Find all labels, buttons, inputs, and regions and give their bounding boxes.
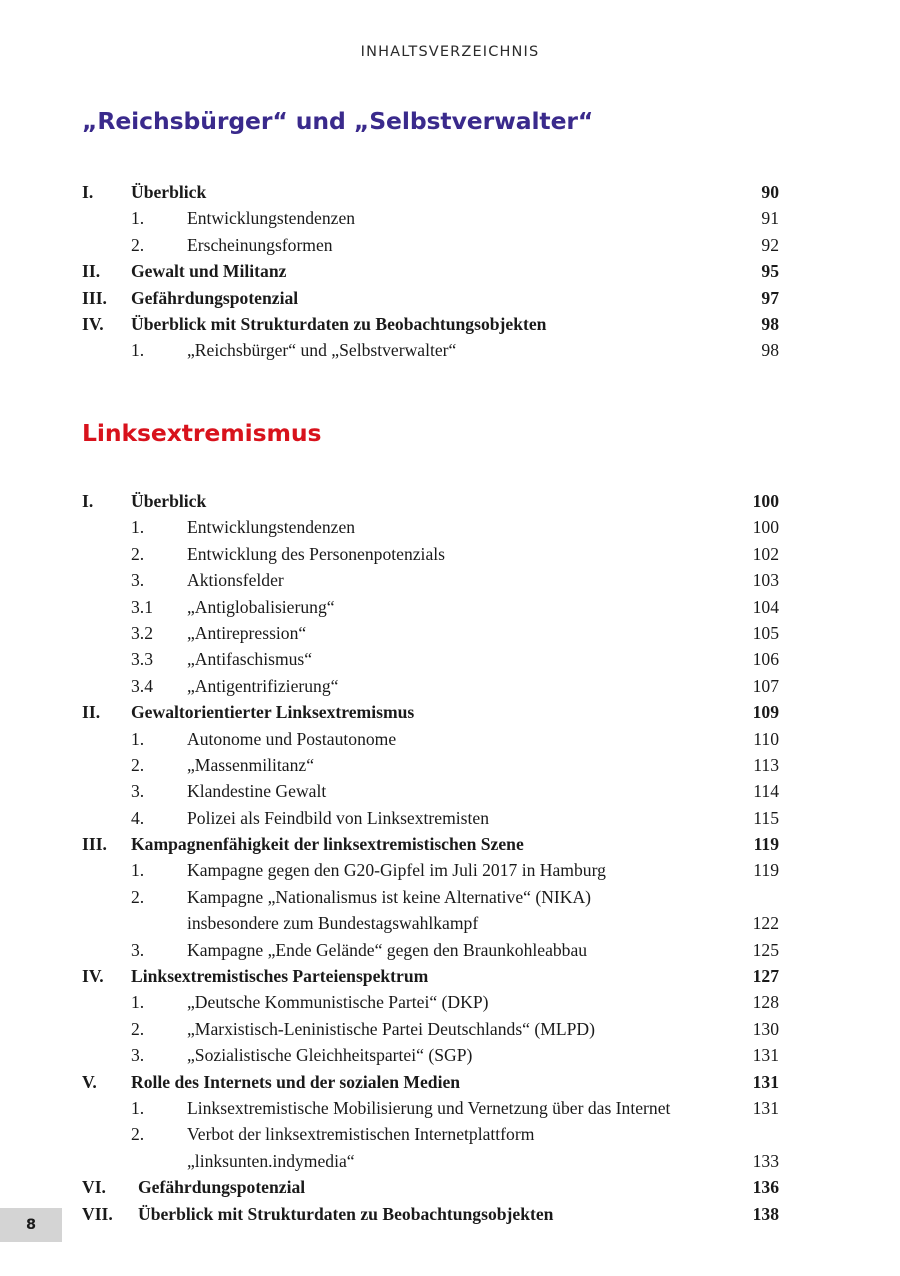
toc-entry[interactable]	[82, 1201, 779, 1227]
toc-entry-label: Kampagnenfähigkeit der linksextremistischen Szene	[131, 834, 524, 855]
toc-entry-page-number: 97	[761, 287, 779, 308]
toc-section-reichsbuerger	[82, 108, 779, 364]
toc-entry-page-number: 98	[761, 313, 779, 334]
toc-entry-number: 3.	[131, 570, 145, 591]
toc-entry-page-number: 110	[753, 728, 779, 749]
toc-entry-page-number: 130	[752, 1018, 779, 1039]
toc-entry-number: IV.	[82, 966, 104, 987]
toc-entry-page-number: 122	[752, 913, 779, 934]
toc-entry-label: „Massenmilitanz“	[187, 754, 315, 775]
toc-entry[interactable]	[82, 1016, 779, 1042]
toc-entry-number: I.	[82, 491, 94, 512]
toc-entry-label: Gewaltorientierter Linksextremismus	[131, 702, 415, 723]
toc-entry-number: 2.	[131, 1018, 145, 1039]
toc-entry-page-number: 128	[752, 992, 779, 1013]
toc-entry-number: 3.	[131, 781, 145, 802]
toc-entry-number: 1.	[131, 728, 145, 749]
toc-entry-label: Gefährdungspotenzial	[131, 287, 299, 308]
toc-entry-number: 1.	[131, 340, 145, 361]
toc-entry-page-number: 127	[752, 966, 779, 987]
toc-entry[interactable]	[82, 1148, 779, 1174]
toc-entry-page-number: 100	[752, 517, 779, 538]
toc-entry-number: 3.	[131, 1045, 145, 1066]
toc-entry[interactable]	[82, 620, 779, 646]
toc-entry[interactable]	[82, 884, 779, 910]
toc-entry-label: „Deutsche Kommunistische Partei“ (DKP)	[187, 992, 489, 1013]
section-heading: „Reichsbürger“ und „Selbstverwalter“	[82, 107, 594, 135]
toc-entry-label: „Antirepression“	[187, 622, 307, 643]
toc-entry-page-number: 95	[761, 261, 779, 282]
toc-entry-page-number: 138	[752, 1203, 779, 1224]
toc-entry[interactable]	[82, 857, 779, 883]
toc-entry-number: 2.	[131, 543, 145, 564]
toc-entry-label: Erscheinungsformen	[187, 234, 333, 255]
toc-entry-label: „Antigentrifizierung“	[187, 675, 339, 696]
toc-entry-label: Gewalt und Militanz	[131, 261, 287, 282]
toc-entry-page-number: 106	[752, 649, 779, 670]
toc-entry-list	[82, 179, 779, 364]
toc-entry-number: 2.	[131, 234, 145, 255]
toc-entry-number: I.	[82, 182, 94, 203]
toc-entry[interactable]	[82, 311, 779, 337]
toc-entry-number: 3.4	[131, 675, 153, 696]
toc-entry-number: 3.	[131, 939, 145, 960]
toc-entry-label: Kampagne „Nationalismus ist keine Alternative“ (NIKA)	[187, 886, 592, 907]
toc-entry-page-number: 114	[753, 781, 779, 802]
toc-entry-label: Überblick mit Strukturdaten zu Beobachtungsobjekten	[138, 1203, 554, 1224]
toc-entry-number: 1.	[131, 992, 145, 1013]
toc-entry[interactable]	[82, 232, 779, 258]
toc-entry-number: 1.	[131, 860, 145, 881]
toc-entry-page-number: 131	[752, 1071, 779, 1092]
toc-entry-page-number: 125	[752, 939, 779, 960]
toc-entry-number: IV.	[82, 313, 104, 334]
toc-entry[interactable]	[82, 1042, 779, 1068]
toc-entry[interactable]	[82, 1095, 779, 1121]
toc-entry-label: „Antiglobalisierung“	[187, 596, 335, 617]
toc-entry-page-number: 133	[752, 1150, 779, 1171]
toc-entry[interactable]	[82, 258, 779, 284]
toc-entry-label: insbesondere zum Bundestagswahlkampf	[187, 913, 479, 934]
toc-entry-label: Überblick mit Strukturdaten zu Beobachtungsobjekten	[131, 313, 547, 334]
toc-entry[interactable]	[82, 805, 779, 831]
toc-entry-number: 2.	[131, 754, 145, 775]
toc-entry-page-number: 104	[752, 596, 779, 617]
toc-entry-label: Verbot der linksextremistischen Internetplattform	[187, 1124, 535, 1145]
toc-entry-label: „Antifaschismus“	[187, 649, 313, 670]
section-heading: Linksextremismus	[82, 419, 322, 447]
toc-entry[interactable]	[82, 541, 779, 567]
toc-entry[interactable]	[82, 699, 779, 725]
toc-entry[interactable]	[82, 963, 779, 989]
toc-entry-number: 3.1	[131, 596, 153, 617]
toc-entry-label: Gefährdungspotenzial	[138, 1177, 306, 1198]
toc-entry-page-number: 102	[752, 543, 779, 564]
toc-entry-number: III.	[82, 287, 107, 308]
toc-entry[interactable]	[82, 567, 779, 593]
toc-entry[interactable]	[82, 205, 779, 231]
toc-entry-page-number: 92	[761, 234, 779, 255]
toc-entry-number: VII.	[82, 1203, 113, 1224]
toc-entry-label: Linksextremistisches Parteienspektrum	[131, 966, 429, 987]
toc-entry-number: V.	[82, 1071, 97, 1092]
toc-entry-page-number: 131	[752, 1045, 779, 1066]
toc-entry[interactable]	[82, 726, 779, 752]
toc-entry[interactable]	[82, 514, 779, 540]
toc-entry-number: 1.	[131, 208, 145, 229]
toc-entry[interactable]	[82, 646, 779, 672]
toc-entry-page-number: 113	[753, 754, 779, 775]
toc-entry[interactable]	[82, 673, 779, 699]
toc-entry-number: VI.	[82, 1177, 106, 1198]
toc-entry-number: III.	[82, 834, 107, 855]
toc-entry-page-number: 109	[752, 702, 779, 723]
toc-entry-page-number: 131	[752, 1098, 779, 1118]
toc-entry[interactable]	[82, 752, 779, 778]
toc-entry-page-number: 107	[752, 675, 779, 696]
toc-entry-number: 2.	[131, 886, 145, 907]
toc-entry-page-number: 103	[752, 570, 779, 591]
toc-entry[interactable]	[82, 337, 779, 363]
toc-entry[interactable]	[82, 910, 779, 936]
toc-entry-list	[82, 488, 779, 1227]
toc-entry-page-number: 119	[753, 834, 779, 855]
page-number-box	[0, 1208, 62, 1242]
toc-entry[interactable]	[82, 179, 779, 205]
toc-entry-label: Entwicklung des Personenpotenzials	[187, 543, 445, 564]
toc-entry-number: 3.3	[131, 649, 153, 670]
toc-entry-page-number: 90	[761, 182, 779, 203]
toc-entry-number: 4.	[131, 807, 145, 828]
toc-entry-label: Kampagne gegen den G20-Gipfel im Juli 2017 in Hamburg	[187, 860, 606, 881]
toc-entry[interactable]	[82, 1121, 779, 1147]
toc-entry[interactable]	[82, 285, 779, 311]
toc-entry[interactable]	[82, 1174, 779, 1200]
toc-entry-label: Entwicklungstendenzen	[187, 517, 356, 538]
toc-entry-number: 1.	[131, 1098, 145, 1118]
toc-entry-label: „Sozialistische Gleichheitspartei“ (SGP)	[187, 1045, 473, 1066]
toc-entry-label: Überblick	[131, 182, 207, 203]
toc-entry-label: Polizei als Feindbild von Linksextremisten	[187, 807, 489, 828]
toc-entry[interactable]	[82, 1069, 779, 1095]
toc-entry-number: II.	[82, 261, 101, 282]
toc-entry-number: 1.	[131, 517, 145, 538]
toc-entry-label: Klandestine Gewalt	[187, 781, 327, 802]
toc-entry-page-number: 136	[752, 1177, 779, 1198]
toc-entry-page-number: 98	[761, 340, 779, 361]
toc-entry[interactable]	[82, 594, 779, 620]
toc-entry-page-number: 119	[753, 860, 779, 881]
toc-entry-label: „linksunten.indymedia“	[187, 1150, 355, 1171]
toc-entry[interactable]	[82, 488, 779, 514]
toc-entry-label: Aktionsfelder	[187, 570, 284, 591]
toc-entry-number: 3.2	[131, 622, 153, 643]
toc-entry[interactable]	[82, 778, 779, 804]
toc-entry-label: Entwicklungstendenzen	[187, 208, 356, 229]
page-number: 8	[25, 1217, 37, 1233]
toc-entry-page-number: 115	[753, 807, 779, 828]
toc-entry[interactable]	[82, 989, 779, 1015]
toc-entry-label: „Reichsbürger“ und „Selbstverwalter“	[187, 340, 457, 361]
toc-entry-label: „Marxistisch-Leninistische Partei Deutschlands“ (MLPD)	[187, 1018, 595, 1039]
toc-section-linksextremismus	[82, 420, 779, 1227]
toc-entry-page-number: 91	[761, 208, 779, 229]
toc-entry-number: 2.	[131, 1124, 145, 1145]
toc-entry-label: Rolle des Internets und der sozialen Medien	[131, 1071, 461, 1092]
toc-entry-label: Autonome und Postautonome	[187, 728, 397, 749]
toc-entry-number: II.	[82, 702, 101, 723]
toc-entry-label: Kampagne „Ende Gelände“ gegen den Braunkohleabbau	[187, 939, 588, 960]
toc-entry[interactable]	[82, 831, 779, 857]
running-header: INHALTSVERZEICHNIS	[360, 44, 540, 60]
toc-entry-label: Linksextremistische Mobilisierung und Vernetzung über das Internet	[187, 1098, 671, 1118]
toc-entry[interactable]	[82, 937, 779, 963]
toc-entry-page-number: 105	[752, 622, 779, 643]
toc-entry-label: Überblick	[131, 491, 207, 512]
toc-entry-page-number: 100	[752, 491, 779, 512]
